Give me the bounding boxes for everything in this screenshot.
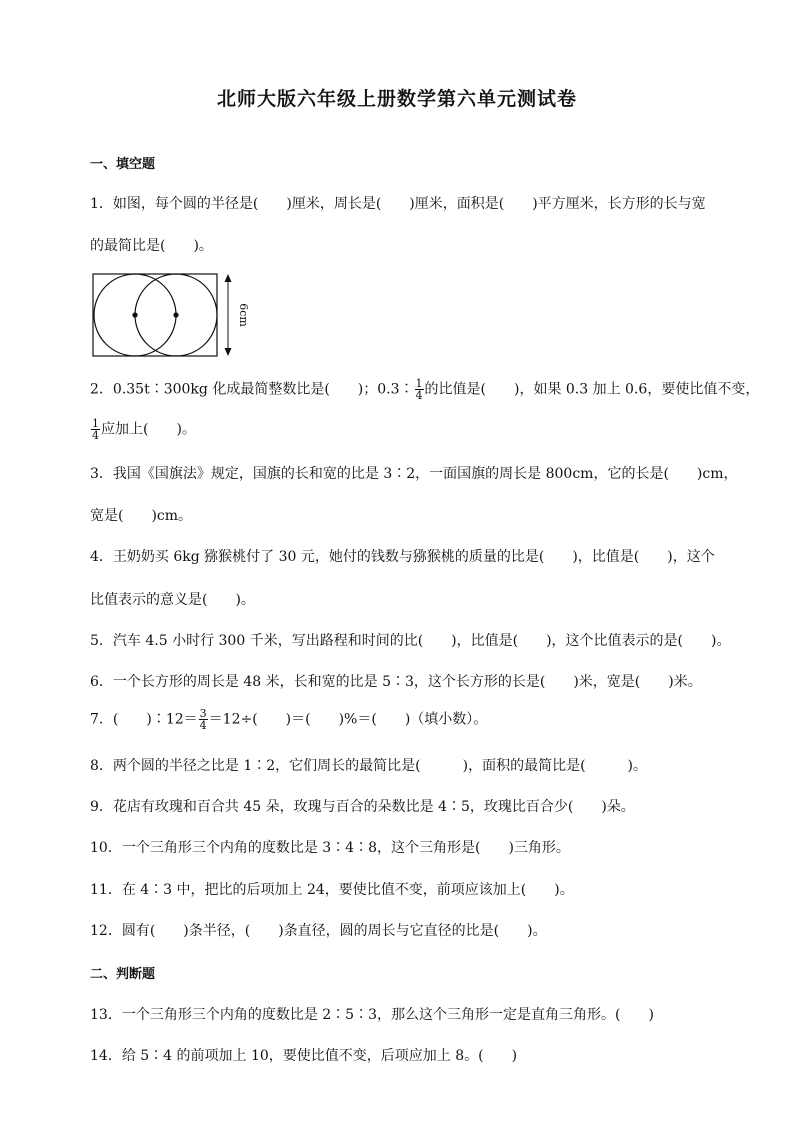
rectangle [93, 274, 217, 356]
question-7: 7．( )∶12＝ $\frac{3}{4}$ ＝12÷( )＝( )%＝( )（填小数）。 [90, 707, 488, 732]
dimension-arrow-top [225, 274, 232, 282]
circles-in-rectangle-diagram [90, 272, 250, 362]
fraction-three-quarters: $\frac{3}{4}$ [199, 707, 207, 732]
question-10: 10．一个三角形三个内角的度数比是 3∶4∶8，这个三角形是( )三角形。 [90, 840, 570, 856]
question-4-line-1: 4．王奶奶买 6kg 猕猴桃付了 30 元，她付的钱数与猕猴桃的质量的比是( )，比值是( )，这个 [90, 549, 715, 565]
section-fill-in: 一、填空题 [90, 157, 156, 172]
question-13: 13．一个三角形三个内角的度数比是 2∶5∶3，那么这个三角形一定是直角三角形。( ) [90, 1007, 654, 1023]
question-2-line-1: 2．0.35t∶300kg 化成最简整数比是( )；0.3∶ $\frac{1}{4}$ 的比值是( )，如果 0.3 加上 0.6，要使比值不变， [90, 377, 760, 402]
question-3-line-2: 宽是( )cm。 [90, 508, 193, 524]
dimension-arrow-bottom [225, 348, 232, 356]
section-true-false: 二、判断题 [90, 967, 156, 982]
page-title: 北师大版六年级上册数学第六单元测试卷 [216, 88, 577, 110]
question-14: 14．给 5∶4 的前项加上 10，要使比值不变，后项应加上 8。( ) [90, 1048, 518, 1064]
question-1-figure [90, 272, 250, 366]
question-4-line-2: 比值表示的意义是( )。 [90, 592, 255, 608]
question-2-line-2: $\frac{1}{4}$ 应加上( )。 [92, 417, 196, 442]
question-11: 11．在 4∶3 中，把比的后项加上 24，要使比值不变，前项应该加上( )。 [90, 882, 574, 898]
question-1-line-2: 的最简比是( )。 [90, 238, 213, 254]
fraction-one-quarter: $\frac{1}{4}$ [415, 377, 423, 402]
question-3-line-1: 3．我国《国旗法》规定，国旗的长和宽的比是 3∶2，一面国旗的周长是 800cm，它的长是( )cm， [90, 466, 738, 482]
left-center-dot [132, 312, 137, 317]
question-8: 8．两个圆的半径之比是 1∶2，它们周长的最简比是( )，面积的最简比是( )。 [90, 758, 648, 774]
fraction-one-quarter: $\frac{1}{4}$ [92, 417, 99, 442]
question-5: 5．汽车 4.5 小时行 300 千米，写出路程和时间的比( )，比值是( )，这个比值表示的是( )。 [90, 633, 731, 649]
question-1-line-1: 1．如图，每个圆的半径是( )厘米，周长是( )厘米，面积是( )平方厘米，长方形的长与宽 [90, 196, 706, 212]
question-9: 9．花店有玫瑰和百合共 45 朵，玫瑰与百合的朵数比是 4∶5，玫瑰比百合少( )朵。 [90, 799, 635, 815]
dimension-label: 6cm [237, 303, 250, 327]
question-6: 6．一个长方形的周长是 48 米，长和宽的比是 5∶3，这个长方形的长是( )米，宽是( )米。 [90, 674, 702, 690]
right-center-dot [173, 312, 178, 317]
question-12: 12．圆有( )条半径，( )条直径，圆的周长与它直径的比是( )。 [90, 923, 547, 939]
